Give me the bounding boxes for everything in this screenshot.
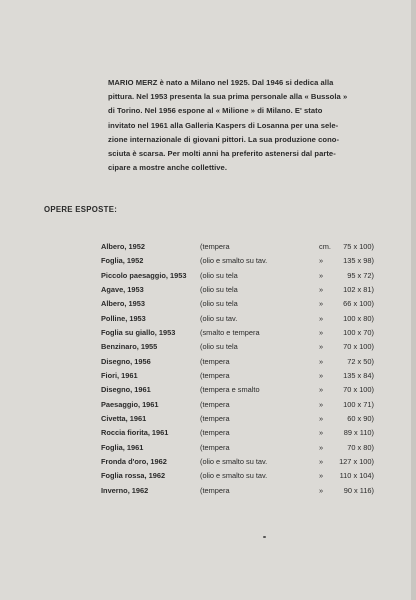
work-technique: (tempera — [200, 242, 230, 251]
work-dimensions: 100 x 71) — [343, 399, 374, 409]
work-dimensions: 66 x 100) — [343, 299, 374, 309]
work-technique: (tempera — [200, 428, 230, 438]
biography-line: sciuta è scarsa. Per molti anni ha preferito astenersi dal parte- — [108, 149, 336, 159]
work-technique: (tempera — [200, 370, 230, 380]
work-technique: (smalto e tempera — [200, 327, 260, 337]
work-dimensions: 72 x 50) — [347, 356, 374, 366]
work-technique: (olio e smalto su tav. — [200, 471, 268, 481]
work-unit: » — [319, 256, 324, 266]
work-dimensions: 135 x 98) — [343, 256, 374, 266]
work-row — [0, 269, 416, 283]
work-row — [0, 254, 416, 268]
work-title: Paesaggio, 1961 — [101, 399, 159, 409]
work-dimensions: 127 x 100) — [339, 456, 374, 466]
work-title: Foglia, 1961 — [101, 442, 144, 452]
work-dimensions: 95 x 72) — [347, 270, 374, 280]
work-dimensions: 75 x 100) — [343, 242, 374, 251]
work-row — [0, 383, 416, 397]
work-row — [0, 369, 416, 383]
biography-paragraph — [108, 76, 386, 175]
work-unit: » — [319, 299, 324, 309]
work-row — [0, 484, 416, 498]
biography-line: invitato nel 1961 alla Galleria Kaspers di Losanna per una sele- — [108, 120, 339, 130]
work-unit: » — [319, 313, 324, 323]
work-technique: (olio su tela — [200, 342, 238, 352]
biography-line: MARIO MERZ è nato a Milano nel 1925. Dal 1946 si dedica alla — [108, 78, 334, 87]
work-technique: (olio su tela — [200, 270, 238, 280]
work-unit: » — [319, 399, 324, 409]
work-title: Civetta, 1961 — [101, 413, 147, 423]
work-title: Disegno, 1956 — [101, 356, 151, 366]
work-title: Polline, 1953 — [101, 313, 146, 323]
work-technique: (tempera — [200, 442, 230, 452]
work-row — [0, 441, 416, 455]
work-dimensions: 89 x 110) — [343, 428, 374, 438]
work-unit: » — [319, 413, 324, 423]
works-list — [0, 240, 416, 498]
work-unit: » — [319, 327, 324, 337]
work-dimensions: 70 x 100) — [343, 342, 374, 352]
work-dimensions: 135 x 84) — [343, 370, 374, 380]
work-dimensions: 70 x 80) — [347, 442, 374, 452]
work-row — [0, 340, 416, 354]
work-dimensions: 70 x 100) — [343, 385, 374, 395]
work-title: Agave, 1953 — [101, 284, 144, 294]
work-technique: (olio su tela — [200, 299, 238, 309]
work-technique: (olio su tav. — [200, 313, 238, 323]
work-dimensions: 100 x 70) — [343, 327, 374, 337]
work-unit: » — [319, 485, 324, 495]
work-technique: (tempera — [200, 485, 230, 495]
work-row — [0, 455, 416, 469]
work-unit: » — [319, 456, 324, 466]
work-title: Disegno, 1961 — [101, 385, 151, 395]
biography-line: di Torino. Nel 1956 espone al « Milione » di Milano. E' stato — [108, 106, 323, 116]
work-title: Foglia rossa, 1962 — [101, 471, 166, 481]
work-row — [0, 426, 416, 440]
work-dimensions: 90 x 116) — [343, 485, 374, 495]
work-technique: (olio e smalto su tav. — [200, 456, 268, 466]
work-row — [0, 312, 416, 326]
work-row — [0, 398, 416, 412]
work-row — [0, 355, 416, 369]
work-unit: » — [319, 442, 324, 452]
work-row — [0, 240, 416, 254]
biography-line: cipare a mostre anche collettive. — [108, 163, 227, 173]
work-unit: cm. — [319, 242, 331, 251]
ink-speck — [263, 536, 266, 538]
work-technique: (olio su tela — [200, 284, 238, 294]
work-unit: » — [319, 428, 324, 438]
work-title: Roccia fiorita, 1961 — [101, 428, 169, 438]
section-title: OPERE ESPOSTE: — [44, 205, 118, 214]
work-dimensions: 110 x 104) — [339, 471, 374, 481]
work-row — [0, 469, 416, 483]
work-title: Albero, 1953 — [101, 299, 145, 309]
biography-line: zione internazionale di giovani pittori. La sua produzione cono- — [108, 134, 340, 144]
work-title: Piccolo paesaggio, 1953 — [101, 270, 187, 280]
work-unit: » — [319, 471, 324, 481]
work-row — [0, 412, 416, 426]
work-dimensions: 100 x 80) — [343, 313, 374, 323]
work-dimensions: 60 x 90) — [347, 413, 374, 423]
biography-line: pittura. Nel 1953 presenta la sua prima personale alla « Bussola » — [108, 92, 348, 102]
work-title: Inverno, 1962 — [101, 485, 149, 495]
work-title: Albero, 1952 — [101, 242, 145, 251]
work-dimensions: 102 x 81) — [343, 284, 374, 294]
work-title: Foglia su giallo, 1953 — [101, 327, 176, 337]
work-title: Foglia, 1952 — [101, 256, 144, 266]
work-title: Fiori, 1961 — [101, 370, 138, 380]
work-title: Fronda d'oro, 1962 — [101, 456, 167, 466]
work-unit: » — [319, 385, 324, 395]
work-technique: (tempera e smalto — [200, 385, 260, 395]
work-row — [0, 326, 416, 340]
work-technique: (tempera — [200, 413, 230, 423]
work-row — [0, 297, 416, 311]
work-row — [0, 283, 416, 297]
work-unit: » — [319, 342, 324, 352]
work-unit: » — [319, 356, 324, 366]
work-unit: » — [319, 270, 324, 280]
work-unit: » — [319, 370, 324, 380]
work-title: Benzinaro, 1955 — [101, 342, 158, 352]
work-technique: (tempera — [200, 399, 230, 409]
work-unit: » — [319, 284, 324, 294]
work-technique: (tempera — [200, 356, 230, 366]
work-technique: (olio e smalto su tav. — [200, 256, 268, 266]
